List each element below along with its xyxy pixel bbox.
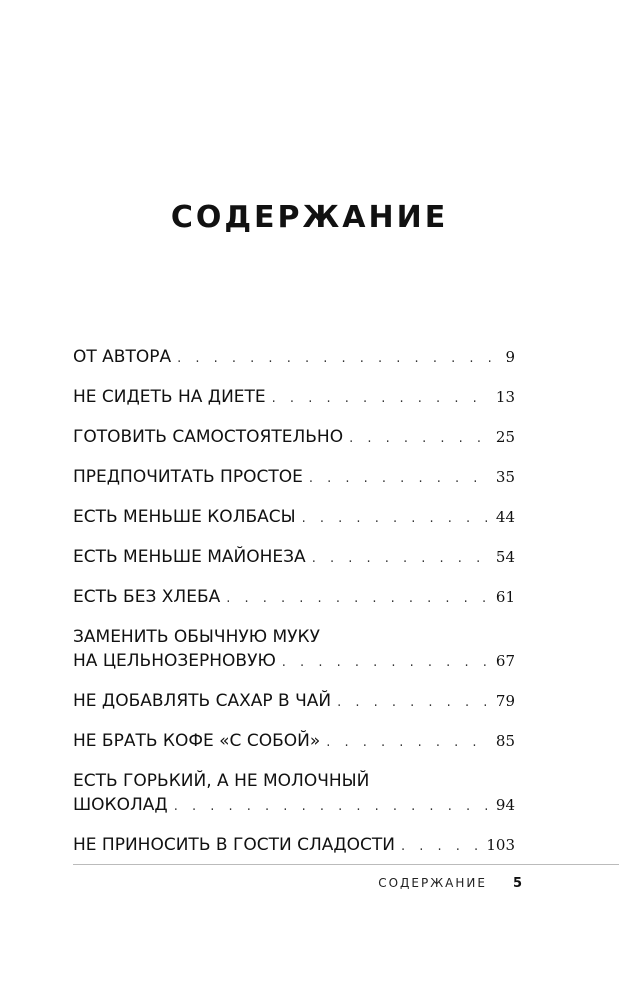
page-number: 5	[512, 876, 522, 891]
toc-entry-line	[73, 425, 515, 451]
toc-entry-page: 94	[495, 796, 515, 814]
toc-entry-title: ГОТОВИТЬ САМОСТОЯТЕЛЬНО	[73, 427, 344, 447]
toc-entry-title: НЕ СИДЕТЬ НА ДИЕТЕ	[73, 387, 266, 407]
toc-entry-line	[73, 545, 515, 571]
toc-entry-title: НЕ ПРИНОСИТЬ В ГОСТИ СЛАДОСТИ	[73, 835, 395, 855]
toc-entry-line	[73, 649, 515, 675]
toc-entry-page: 25	[495, 428, 515, 446]
toc-entry[interactable]	[73, 385, 515, 411]
dot-leader	[174, 795, 491, 819]
table-of-contents	[73, 345, 515, 859]
running-header: СОДЕРЖАНИЕ	[378, 876, 487, 890]
dot-leader	[401, 835, 482, 859]
dot-leader	[349, 427, 491, 451]
toc-entry[interactable]	[73, 425, 515, 451]
toc-entry-line	[73, 345, 515, 371]
toc-entry-title: ЗАМЕНИТЬ ОБЫЧНУЮ МУКУ	[73, 627, 320, 647]
toc-entry-line	[73, 689, 515, 715]
toc-entry[interactable]	[73, 689, 515, 715]
toc-entry[interactable]	[73, 729, 515, 755]
toc-entry-title: НЕ ДОБАВЛЯТЬ САХАР В ЧАЙ	[73, 691, 332, 711]
toc-entry[interactable]	[73, 585, 515, 611]
page-title: СОДЕРЖАНИЕ	[170, 200, 449, 235]
toc-entry-line	[73, 833, 515, 859]
toc-entry-page: 54	[495, 548, 515, 566]
toc-entry[interactable]	[73, 345, 515, 371]
toc-entry-page: 13	[495, 388, 515, 406]
dot-leader	[326, 731, 491, 755]
footer-divider	[73, 864, 619, 865]
toc-entry-page: 35	[495, 468, 515, 486]
toc-entry-title: ОТ АВТОРА	[73, 347, 172, 367]
toc-entry-title: НА ЦЕЛЬНОЗЕРНОВУЮ	[73, 651, 276, 671]
toc-entry-page: 61	[495, 588, 515, 606]
dot-leader	[282, 651, 491, 675]
toc-entry-title: НЕ БРАТЬ КОФЕ «С СОБОЙ»	[73, 731, 321, 751]
toc-entry-line	[73, 465, 515, 491]
toc-entry-page: 85	[495, 732, 515, 750]
dot-leader	[309, 467, 491, 491]
dot-leader	[312, 547, 491, 571]
toc-entry-title: ЕСТЬ ГОРЬКИЙ, А НЕ МОЛОЧНЫЙ	[73, 771, 370, 791]
toc-entry-page: 44	[495, 508, 515, 526]
dot-leader	[272, 387, 491, 411]
toc-entry-line	[73, 585, 515, 611]
toc-entry-line	[73, 385, 515, 411]
toc-entry-line	[73, 793, 515, 819]
toc-entry-title: ШОКОЛАД	[73, 795, 168, 815]
toc-entry[interactable]	[73, 833, 515, 859]
toc-entry-title: ПРЕДПОЧИТАТЬ ПРОСТОЕ	[73, 467, 303, 487]
toc-entry[interactable]	[73, 625, 515, 675]
toc-entry-line	[73, 505, 515, 531]
dot-leader	[177, 347, 491, 371]
toc-entry-page: 79	[495, 692, 515, 710]
toc-entry-line	[73, 769, 515, 793]
toc-entry-title: ЕСТЬ МЕНЬШЕ КОЛБАСЫ	[73, 507, 296, 527]
toc-entry-page: 9	[505, 348, 515, 366]
toc-entry[interactable]	[73, 769, 515, 819]
toc-entry[interactable]	[73, 505, 515, 531]
toc-entry[interactable]	[73, 465, 515, 491]
toc-entry-title: ЕСТЬ БЕЗ ХЛЕБА	[73, 587, 221, 607]
dot-leader	[337, 691, 491, 715]
toc-entry-page: 103	[486, 836, 515, 854]
toc-entry-page: 67	[495, 652, 515, 670]
toc-entry-line	[73, 625, 515, 649]
dot-leader	[226, 587, 491, 611]
toc-entry-title: ЕСТЬ МЕНЬШЕ МАЙОНЕЗА	[73, 547, 306, 567]
toc-entry-line	[73, 729, 515, 755]
dot-leader	[302, 507, 491, 531]
toc-entry[interactable]	[73, 545, 515, 571]
page-footer	[378, 876, 522, 891]
